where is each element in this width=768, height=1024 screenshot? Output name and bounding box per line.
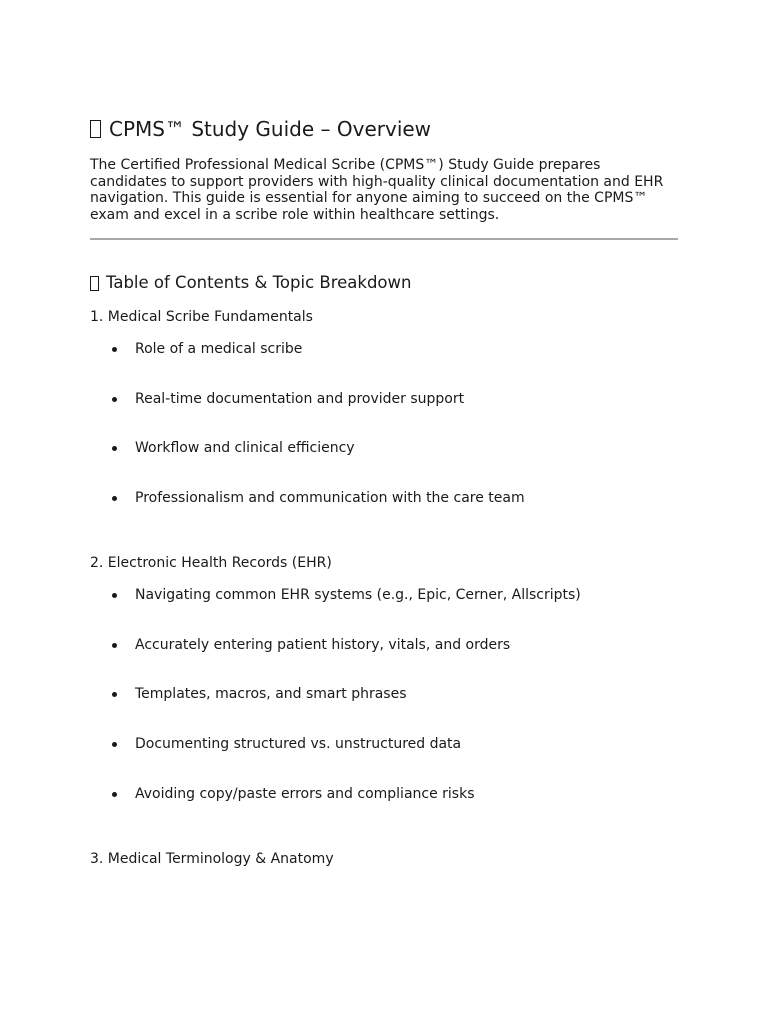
section-title: 2. Electronic Health Records (EHR): [90, 555, 332, 571]
list-item: [90, 735, 680, 785]
bullet-icon: [112, 496, 117, 501]
list-item: [90, 636, 680, 686]
toc-heading: [90, 272, 411, 294]
bullet-icon: [112, 446, 117, 451]
list-item-text: Avoiding copy/paste errors and compliance risks: [135, 785, 475, 802]
bullet-icon: [112, 742, 117, 747]
section-2-list: [90, 586, 680, 834]
section-title: 1. Medical Scribe Fundamentals: [90, 309, 313, 325]
list-item: [90, 586, 680, 636]
intro-paragraph: The Certified Professional Medical Scribe (CPMS™) Study Guide prepares candidates to support providers with high-quality clinical documentation and EHR navigation. This guide is essential for anyone aiming to succeed on the CPMS™ exam and excel in a scribe role within healthcare settings.: [90, 157, 664, 223]
bullet-icon: [112, 692, 117, 697]
page-title-text: CPMS™ Study Guide – Overview: [109, 117, 432, 141]
list-item-text: Workflow and clinical efficiency: [135, 440, 355, 457]
bullet-icon: [112, 643, 117, 648]
list-item: [90, 439, 680, 489]
bullet-icon: [112, 397, 117, 402]
list-item: [90, 390, 680, 440]
page-title: [90, 116, 431, 142]
list-item-text: Documenting structured vs. unstructured data: [135, 736, 462, 753]
missing-glyph-icon: [90, 276, 99, 291]
list-item: [90, 489, 680, 539]
list-item-text: Templates, macros, and smart phrases: [135, 686, 407, 703]
bullet-icon: [112, 347, 117, 352]
section-title: 3. Medical Terminology & Anatomy: [90, 851, 334, 867]
bullet-icon: [112, 593, 117, 598]
list-item: [90, 340, 680, 390]
list-item: [90, 685, 680, 735]
toc-heading-text: Table of Contents & Topic Breakdown: [106, 273, 412, 292]
missing-glyph-icon: [90, 120, 101, 138]
section-1-list: [90, 340, 680, 539]
list-item: [90, 785, 680, 835]
list-item-text: Role of a medical scribe: [135, 341, 303, 357]
list-item-text: Real-time documentation and provider support: [135, 390, 465, 407]
horizontal-divider: [90, 238, 678, 240]
list-item-text: Accurately entering patient history, vitals, and orders: [135, 636, 511, 653]
list-item-text: Professionalism and communication with the care team: [135, 490, 525, 507]
list-item-text: Navigating common EHR systems (e.g., Epic, Cerner, Allscripts): [135, 587, 581, 603]
bullet-icon: [112, 792, 117, 797]
